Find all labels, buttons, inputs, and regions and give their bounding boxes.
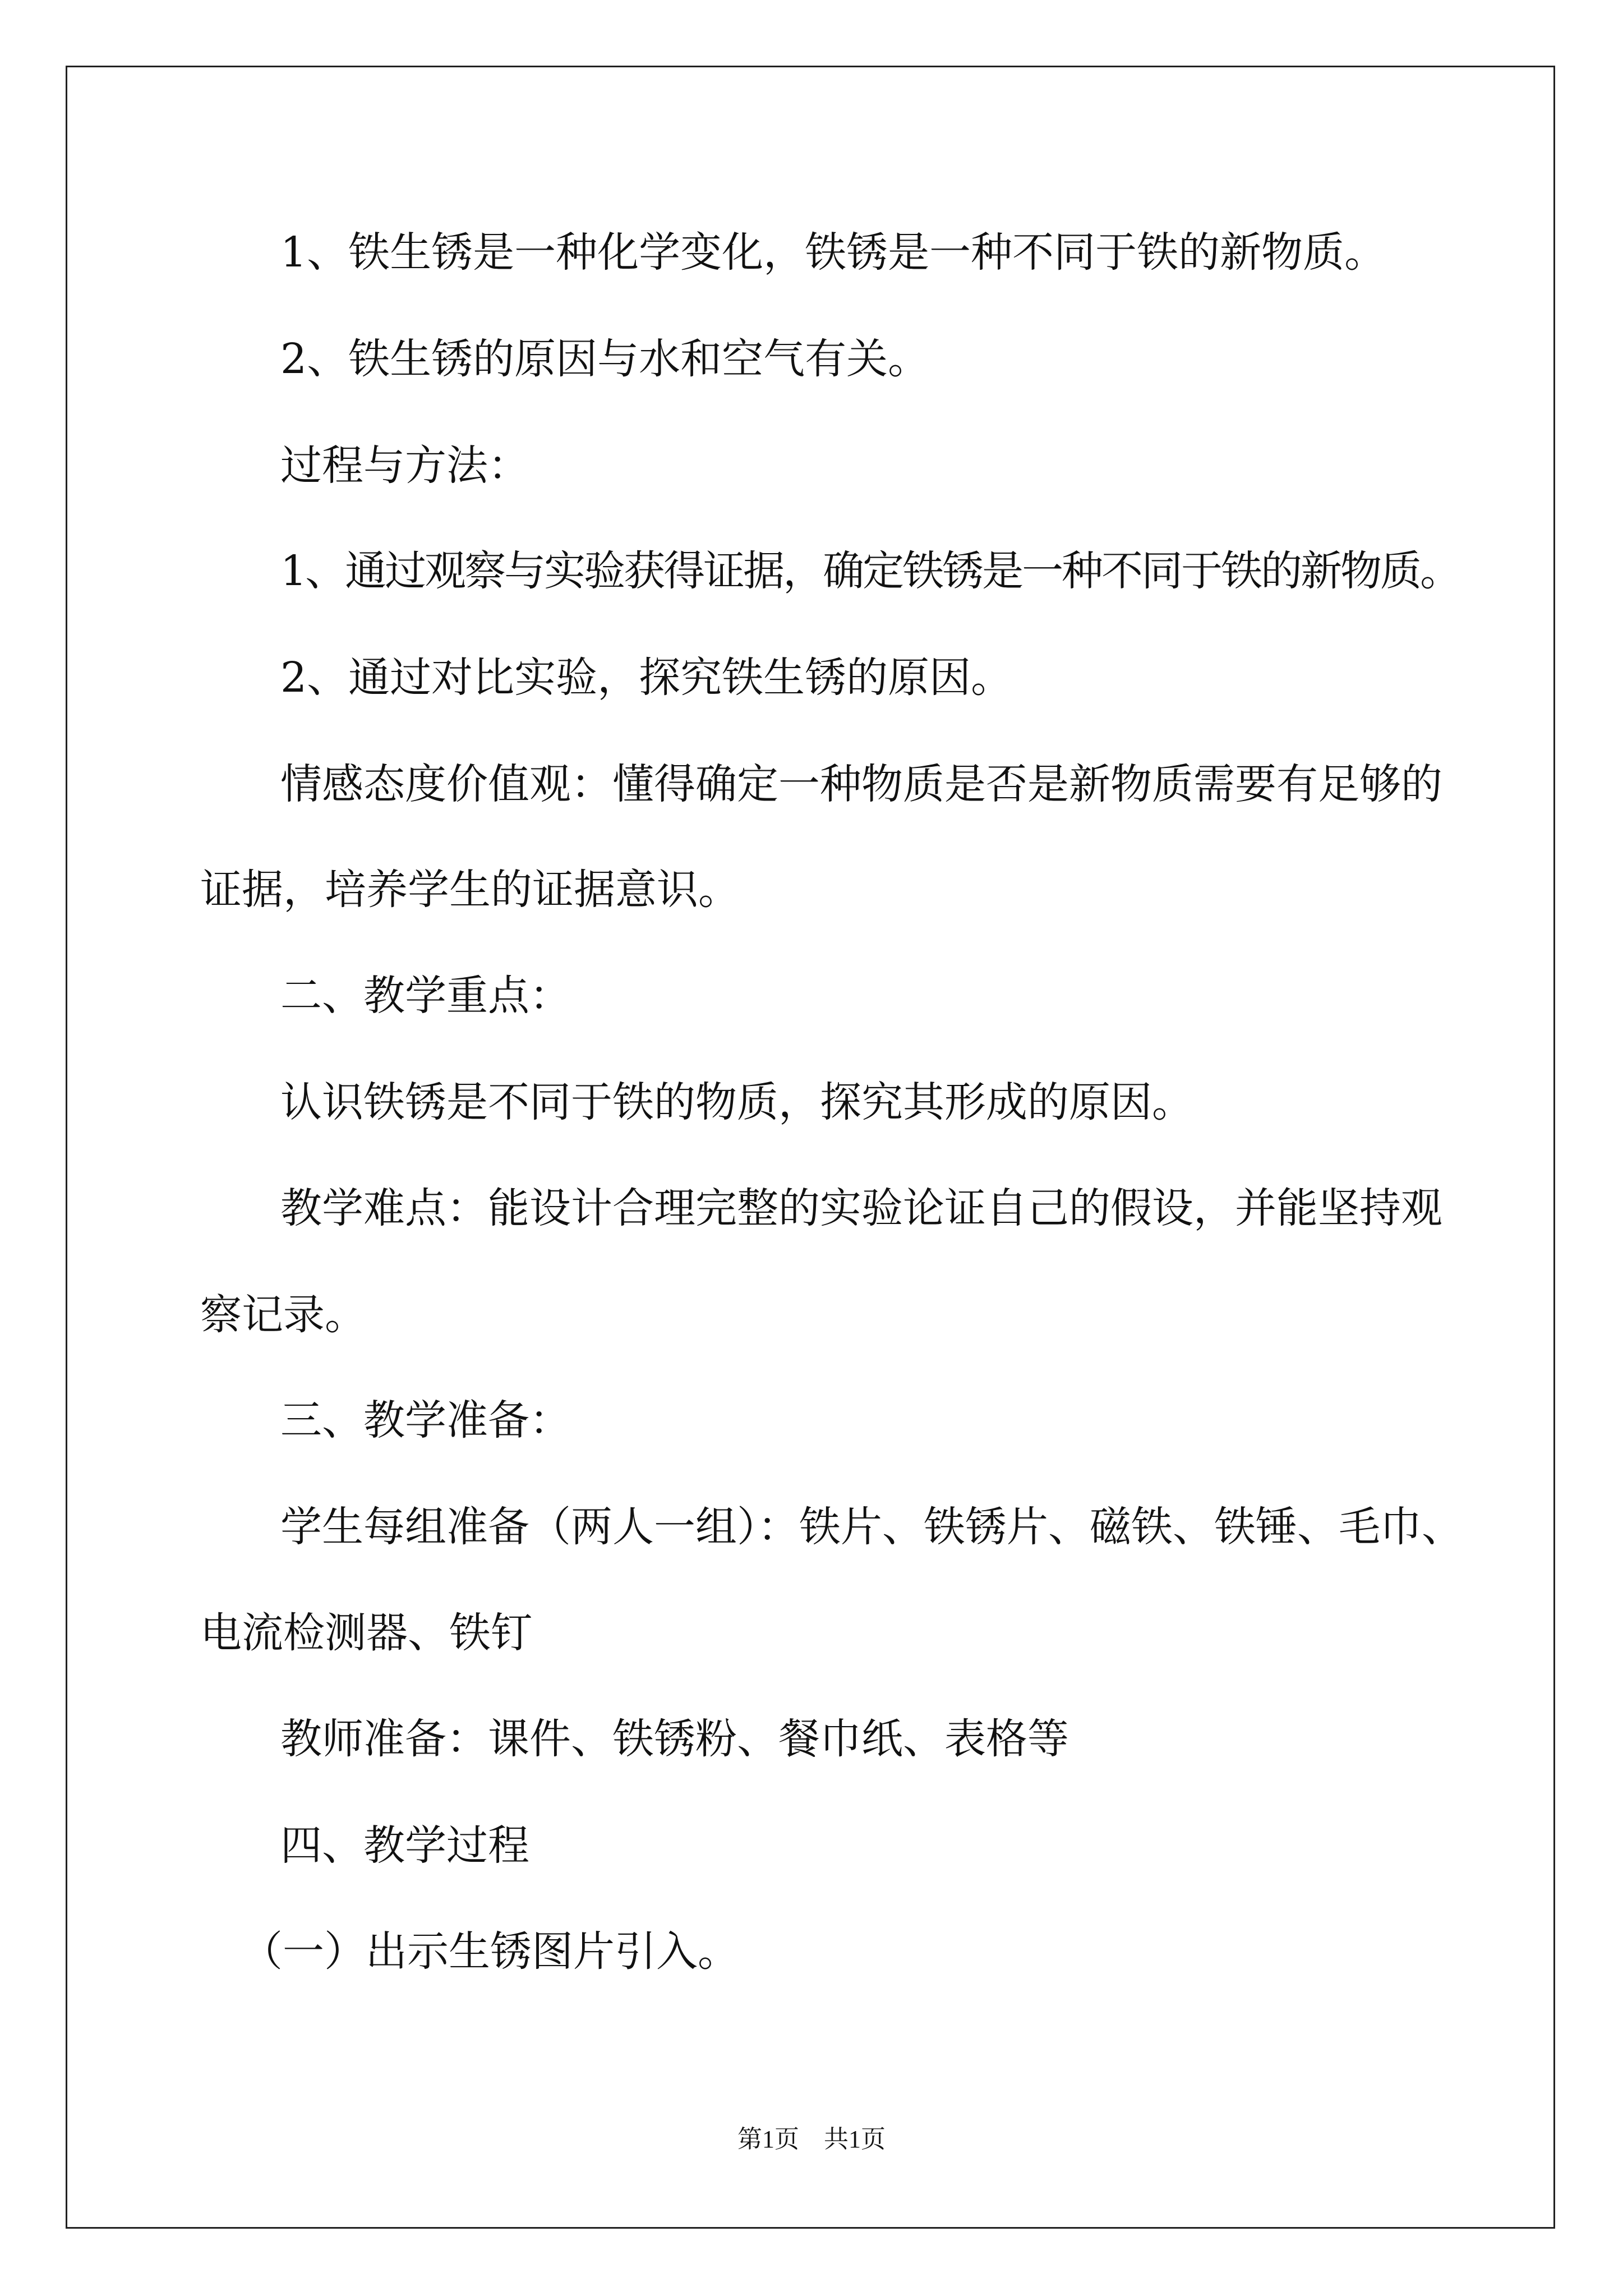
- text-line: 察记录。: [200, 1291, 366, 1339]
- text-line: 过程与方法：: [280, 441, 529, 490]
- text-line: 四、教学过程: [280, 1821, 529, 1870]
- text-line: 教师准备：课件、铁锈粉、餐巾纸、表格等: [280, 1715, 1069, 1763]
- text-line: 认识铁锈是不同于铁的物质，探究其形成的原因。: [280, 1078, 1193, 1126]
- text-line: 2、铁生锈的原因与水和空气有关。: [280, 335, 930, 383]
- text-line: 1、铁生锈是一种化学变化，铁锈是一种不同于铁的新物质。: [280, 228, 1386, 277]
- page-border: [66, 66, 1555, 2229]
- text-line: （一）出示生锈图片引入。: [241, 1927, 739, 1976]
- text-line: 教学难点：能设计合理完整的实验论证自己的假设，并能坚持观: [280, 1184, 1442, 1232]
- text-line: 三、教学准备：: [280, 1396, 571, 1444]
- text-line: 情感态度价值观：懂得确定一种物质是否是新物质需要有足够的: [280, 760, 1442, 808]
- text-line: 证据，培养学生的证据意识。: [200, 866, 740, 914]
- text-line: 学生每组准备（两人一组）：铁片、铁锈片、磁铁、铁锤、毛巾、: [280, 1503, 1463, 1551]
- text-line: 电流检测器、铁钉: [200, 1609, 532, 1657]
- text-line: 二、教学重点：: [280, 972, 571, 1020]
- page-footer: 第1页 共1页: [737, 2125, 886, 2153]
- text-line: 2、通过对比实验，探究铁生锈的原因。: [280, 654, 1013, 702]
- text-line: 1、通过观察与实验获得证据，确定铁锈是一种不同于铁的新物质。: [280, 547, 1460, 595]
